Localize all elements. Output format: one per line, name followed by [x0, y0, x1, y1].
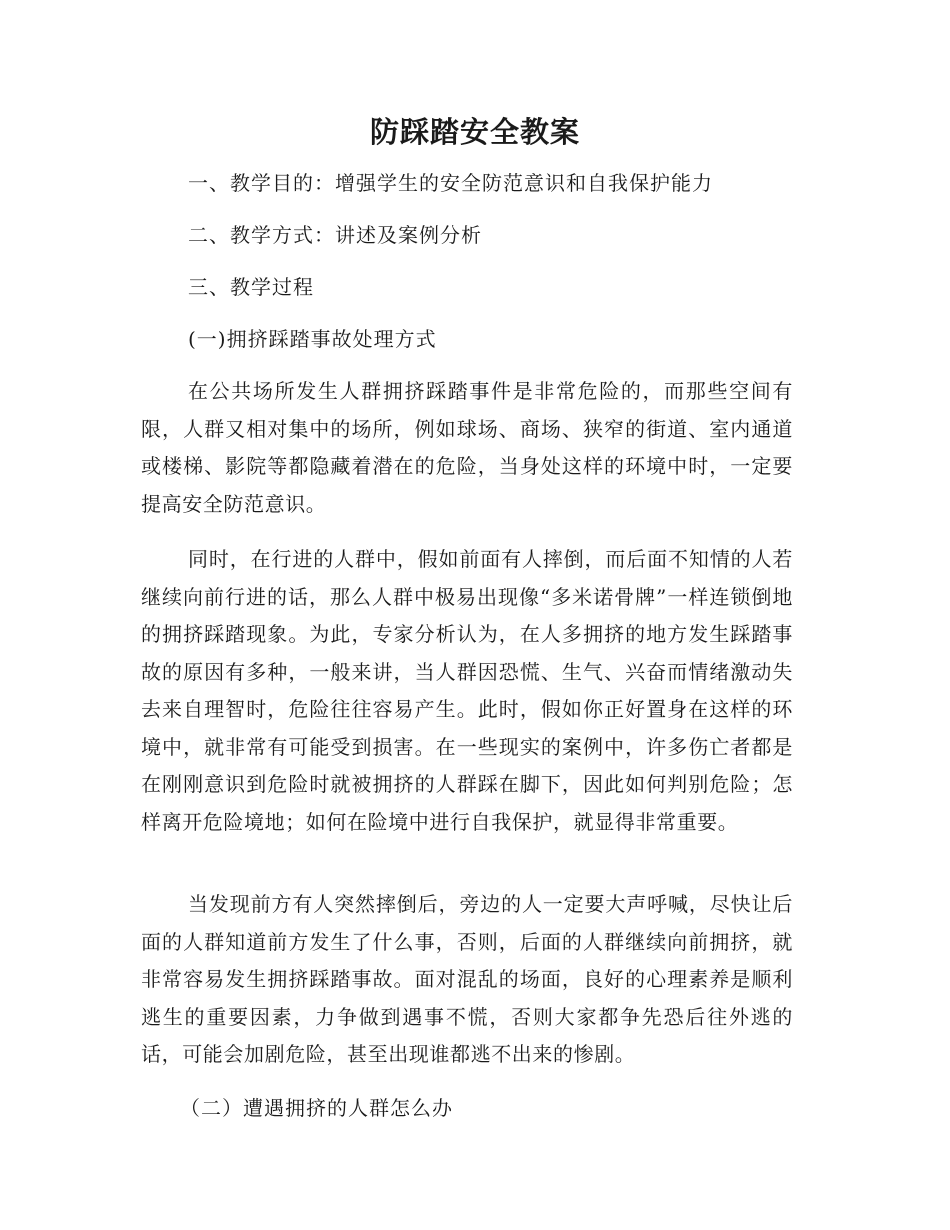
paragraph-3: 当发现前方有人突然摔倒后，旁边的人一定要大声呼喊，尽快让后面的人群知道前方发生了什么事，否则，后面的人群继续向前拥挤，就非常容易发生拥挤踩踏事故。面对混乱的场面，良好的心理素养是顺利逃生的重要因素，力争做到遇事不慌，否则大家都争先恐后往外逃的话，可能会加剧危险，甚至出现谁都逃不出来的惨剧。	[141, 892, 793, 1066]
paragraph-1: 在公共场所发生人群拥挤踩踏事件是非常危险的，而那些空间有限，人群又相对集中的场所，例如球场、商场、狭窄的街道、室内通道或楼梯、影院等都隐藏着潜在的危险，当身处这样的环境中时，一定要提高安全防范意识。	[141, 379, 793, 516]
section2-heading: （二）遭遇拥挤的人群怎么办	[180, 1096, 453, 1120]
section1-heading: (一)拥挤踩踏事故处理方式	[188, 327, 437, 351]
document-title: 防踩踏安全教案	[369, 115, 580, 149]
method-line: 二、教学方式：讲述及案例分析	[188, 223, 482, 247]
objective-line: 一、教学目的：增强学生的安全防范意识和自我保护能力	[188, 171, 713, 195]
process-heading: 三、教学过程	[188, 275, 314, 299]
paragraph-2: 同时，在行进的人群中，假如前面有人摔倒，而后面不知情的人若继续向前行进的话，那么人群中极易出现像“多米诺骨牌”一样连锁倒地的拥挤踩踏现象。为此，专家分析认为，在人多拥挤的地方发生踩踏事故的原因有多种，一般来讲，当人群因恐慌、生气、兴奋而情绪激动失去来自理智时，危险往往容易产生。此时，假如你正好置身在这样的环境中，就非常有可能受到损害。在一些现实的案例中，许多伤亡者都是在刚刚意识到危险时就被拥挤的人群踩在脚下，因此如何判别危险；怎样离开危险境地；如何在险境中进行自我保护，就显得非常重要。	[141, 547, 793, 834]
